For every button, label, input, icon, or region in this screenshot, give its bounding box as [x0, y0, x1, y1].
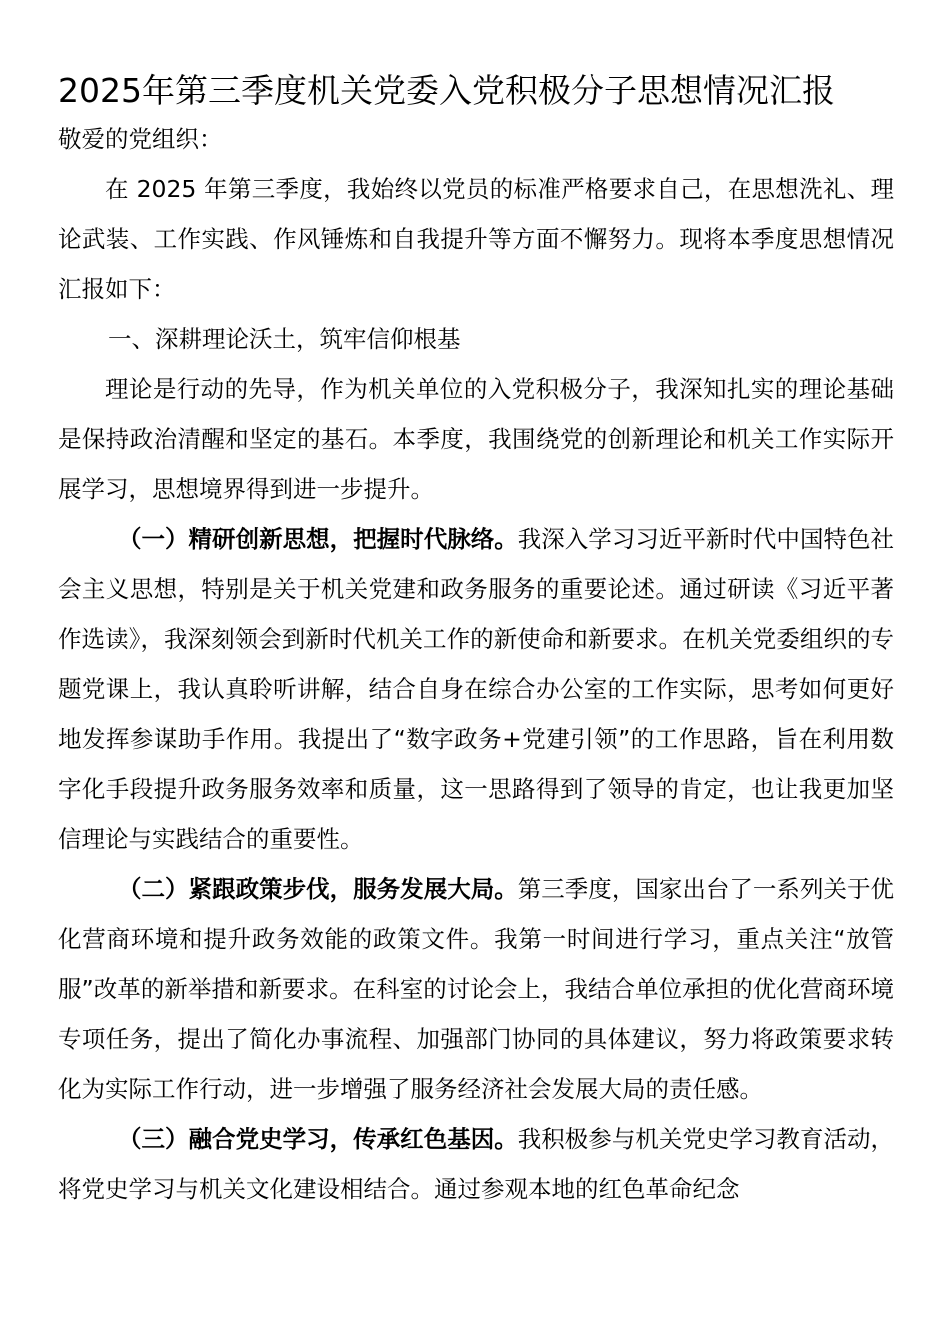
subsection-text-3: 我积极参与机关党史学习教育活动，将党史学习与机关文化建设相结合。通过参观本地的红色革命纪念 — [58, 1125, 894, 1203]
intro-paragraph: 在 2025 年第三季度，我始终以党员的标准严格要求自己，在思想洗礼、理论武装、工作实践、作风锤炼和自我提升等方面不懈努力。现将本季度思想情况汇报如下： — [58, 175, 894, 303]
subsection-heading-1: （一）精研创新思想，把握时代脉络。 — [118, 525, 518, 553]
subsection-text-2: 第三季度，国家出台了一系列关于优化营商环境和提升政务效能的政策文件。我第一时间进行学习，重点关注“放管服”改革的新举措和新要求。在科室的讨论会上，我结合单位承担的优化营商环境专项任务，提出了简化办事流程、加强部门协同的具体建议，努力将政策要求转化为实际工作行动，进一步增强了服务经济社会发展大局的责任感。 — [58, 875, 894, 1103]
document-title: 2025年第三季度机关党委入党积极分子思想情况汇报 — [58, 71, 835, 110]
subsection-paragraph-1 — [58, 514, 894, 864]
section-heading: 一、深耕理论沃土，筑牢信仰根基 — [108, 325, 461, 353]
subsection-heading-2: （二）紧跟政策步伐，服务发展大局。 — [118, 875, 518, 903]
subsection-paragraph-2 — [58, 864, 894, 1114]
salutation: 敬爱的党组织： — [58, 125, 223, 153]
section-intro-paragraph: 理论是行动的先导，作为机关单位的入党积极分子，我深知扎实的理论基础是保持政治清醒和坚定的基石。本季度，我围绕党的创新理论和机关工作实际开展学习，思想境界得到进一步提升。 — [58, 375, 894, 503]
document-body — [58, 114, 894, 1214]
subsection-heading-3: （三）融合党史学习，传承红色基因。 — [118, 1125, 518, 1153]
subsection-paragraph-3 — [58, 1114, 894, 1214]
subsection-text-1: 我深入学习习近平新时代中国特色社会主义思想，特别是关于机关党建和政务服务的重要论述。通过研读《习近平著作选读》，我深刻领会到新时代机关工作的新使命和新要求。在机关党委组织的专题党课上，我认真聆听讲解，结合自身在综合办公室的工作实际，思考如何更好地发挥参谋助手作用。我提出了“数字政务+党建引领”的工作思路，旨在利用数字化手段提升政务服务效率和质量，这一思路得到了领导的肯定，也让我更加坚信理论与实践结合的重要性。 — [58, 525, 894, 853]
